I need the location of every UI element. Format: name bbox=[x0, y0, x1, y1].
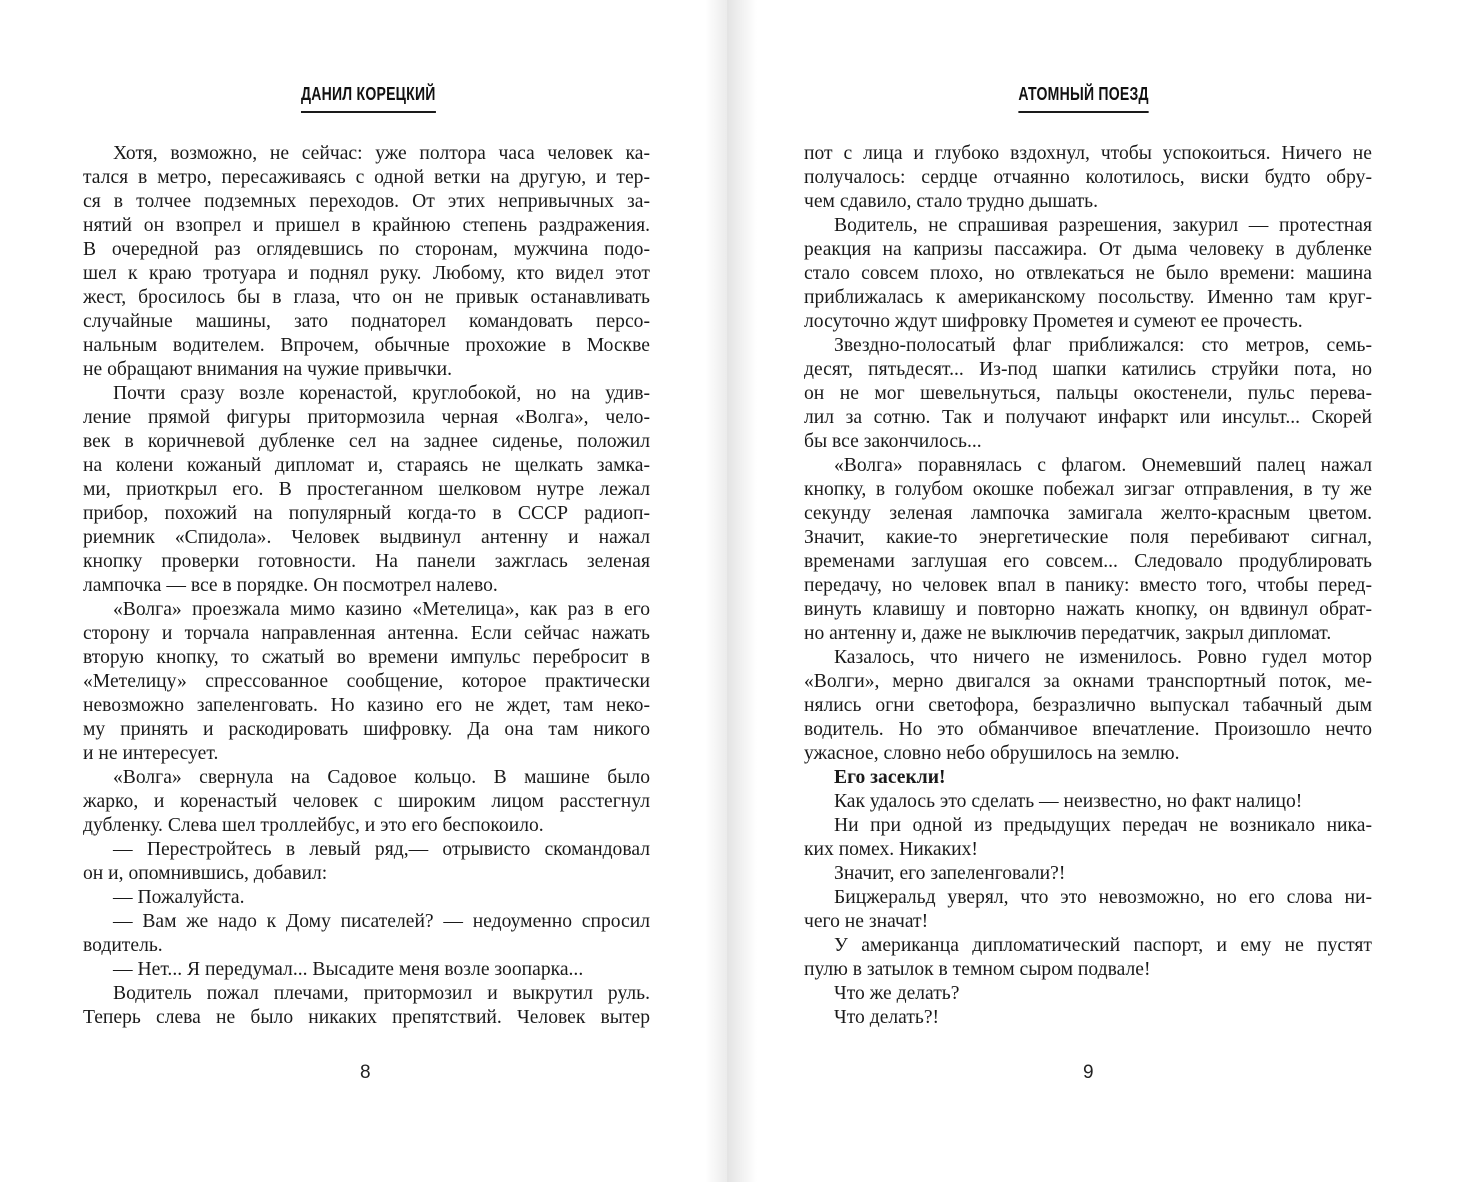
text-line: Водитель, не спрашивая разрешения, закурил — протестная bbox=[834, 215, 1372, 236]
running-head-title: АТОМНЫЙ ПОЕЗД bbox=[1018, 84, 1148, 113]
text-line: век в коричневой дубленке сел на заднее сиденье, положил bbox=[83, 431, 650, 452]
text-line: чего не значат! bbox=[804, 911, 929, 932]
body-text bbox=[804, 142, 1372, 1030]
text-line: — Нет... Я передумал... Высадите меня возле зоопарка... bbox=[113, 959, 584, 980]
gutter-shadow bbox=[705, 0, 727, 1182]
text-line: дубленку. Слева шел троллейбус, и это его беспокоило. bbox=[83, 815, 544, 836]
text-line: он не мог шевельнуться, пальцы окостенели, пульс перева- bbox=[804, 383, 1372, 404]
text-line: пот с лица и глубоко вздохнул, чтобы успокоиться. Ничего не bbox=[804, 143, 1372, 164]
text-line: «Волги», мерно двигался за окнами транспортный поток, ме- bbox=[804, 671, 1372, 692]
text-line: сторону и торчала направленная антенна. Если сейчас нажать bbox=[83, 623, 650, 644]
text-line: чем сдавило, стало трудно дышать. bbox=[804, 191, 1099, 212]
text-line: лосуточно ждут шифровку Прометея и сумеют ее прочесть. bbox=[804, 311, 1303, 332]
text-line: ся в толчее подземных переходов. От этих непривычных за- bbox=[83, 191, 650, 212]
text-line: водитель. Но это обманчивое впечатление. Произошло нечто bbox=[804, 719, 1372, 740]
right-page bbox=[727, 0, 1469, 1182]
text-line: временами заглушая его совсем... Следовало продублировать bbox=[804, 551, 1372, 572]
text-line: риемник «Спидола». Человек выдвинул антенну и нажал bbox=[83, 527, 650, 548]
text-line: ми, приоткрыл его. В простеганном шелковом нутре лежал bbox=[83, 479, 650, 500]
text-line: Почти сразу возле коренастой, круглобокой, но на удив- bbox=[113, 383, 650, 404]
text-line: Водитель пожал плечами, притормозил и выкрутил руль. bbox=[113, 983, 650, 1004]
text-line: Как удалось это сделать — неизвестно, но факт налицо! bbox=[834, 791, 1303, 812]
text-line: реакция на капризы пассажира. От дыма человеку в дубленке bbox=[804, 239, 1372, 260]
text-line: ких помех. Никаких! bbox=[804, 839, 978, 860]
text-line: лил за сотню. Так и получают инфаркт или инсульт... Скорей bbox=[804, 407, 1372, 428]
text-line: кнопку проверки готовности. На панели зажглась зеленая bbox=[83, 551, 650, 572]
text-line: секунду зеленая лампочка замигала желто-красным цветом. bbox=[804, 503, 1372, 524]
text-line: «Метелицу» спрессованное сообщение, которое практически bbox=[83, 671, 650, 692]
text-line: стало совсем плохо, но отвлекаться не было времени: машина bbox=[804, 263, 1372, 284]
text-line: Хотя, возможно, не сейчас: уже полтора часа человек ка- bbox=[113, 143, 650, 164]
gutter-shadow bbox=[727, 0, 757, 1182]
body-text bbox=[83, 142, 650, 1030]
text-line: «Волга» проезжала мимо казино «Метелица», как раз в его bbox=[113, 599, 650, 620]
text-line: В очередной раз оглядевшись по сторонам, мужчина подо- bbox=[83, 239, 650, 260]
text-line: на колени кожаный дипломат и, стараясь не щелкать замка- bbox=[83, 455, 650, 476]
text-line: Что же делать? bbox=[834, 983, 960, 1004]
text-line: — Перестройтесь в левый ряд,— отрывисто скомандовал bbox=[113, 839, 650, 860]
left-page bbox=[0, 0, 727, 1182]
text-line: Что делать?! bbox=[834, 1007, 940, 1028]
text-line: Его засекли! bbox=[834, 767, 946, 788]
text-line: нальным водителем. Впрочем, обычные прохожие в Москве bbox=[83, 335, 650, 356]
text-line: и не интересует. bbox=[83, 743, 219, 764]
running-head-author: ДАНИЛ КОРЕЦКИЙ bbox=[301, 84, 436, 113]
page-number: 8 bbox=[360, 1062, 371, 1083]
text-line: нятий он взопрел и пришел в крайнюю степень раздражения. bbox=[83, 215, 650, 236]
text-line: Ни при одной из предыдущих передач не возникало ника- bbox=[834, 815, 1372, 836]
text-line: он и, опомнившись, добавил: bbox=[83, 863, 328, 884]
text-line: му принять и раскодировать шифровку. Да она там никого bbox=[83, 719, 650, 740]
text-line: жарко, и коренастый человек с широким лицом расстегнул bbox=[83, 791, 650, 812]
text-line: тался в метро, пересаживаясь с одной ветки на другую, и тер- bbox=[83, 167, 650, 188]
text-line: но антенну и, даже не выключив передатчик, закрыл дипломат. bbox=[804, 623, 1332, 644]
text-line: шел к краю тротуара и поднял руку. Любому, кто видел этот bbox=[83, 263, 650, 284]
text-line: бы все закончилось... bbox=[804, 431, 982, 452]
text-line: пулю в затылок в темном сыром подвале! bbox=[804, 959, 1151, 980]
text-line: — Вам же надо к Дому писателей? — недоуменно спросил bbox=[113, 911, 650, 932]
text-line: винуть клавишу и повторно нажать кнопку, он вдвинул обрат- bbox=[804, 599, 1372, 620]
text-line: лампочка — все в порядке. Он посмотрел налево. bbox=[83, 575, 498, 596]
text-line: «Волга» свернула на Садовое кольцо. В машине было bbox=[113, 767, 650, 788]
text-line: У американца дипломатический паспорт, и ему не пустят bbox=[834, 935, 1372, 956]
text-line: передачу, но человек впал в панику: вместо того, чтобы перед- bbox=[804, 575, 1372, 596]
text-line: Казалось, что ничего не изменилось. Ровно гудел мотор bbox=[834, 647, 1372, 668]
page-number: 9 bbox=[1083, 1062, 1094, 1083]
text-line: Звездно-полосатый флаг приближался: сто метров, семь- bbox=[834, 335, 1372, 356]
text-line: случайные машины, зато поднаторел командовать персо- bbox=[83, 311, 650, 332]
text-line: «Волга» поравнялась с флагом. Онемевший палец нажал bbox=[834, 455, 1372, 476]
text-line: Бицжеральд уверял, что это невозможно, но его слова ни- bbox=[834, 887, 1372, 908]
text-line: Значит, какие-то энергетические поля перебивают сигнал, bbox=[804, 527, 1372, 548]
text-line: Теперь слева не было никаких препятствий. Человек вытер bbox=[83, 1007, 650, 1028]
text-line: ужасное, словно небо обрушилось на землю. bbox=[804, 743, 1180, 764]
text-line: водитель. bbox=[83, 935, 163, 956]
text-line: вторую кнопку, то сжатый во времени импульс перебросит в bbox=[83, 647, 650, 668]
text-line: не обращают внимания на чужие привычки. bbox=[83, 359, 453, 380]
text-line: невозможно запеленговать. Но казино его не ждет, там неко- bbox=[83, 695, 650, 716]
text-line: приближалась к американскому посольству. Именно там круг- bbox=[804, 287, 1372, 308]
text-line: ление прямой фигуры притормозила черная «Волга», чело- bbox=[83, 407, 650, 428]
text-line: Значит, его запеленговали?! bbox=[834, 863, 1066, 884]
text-line: кнопку, в голубом окошке побежал зигзаг отправления, в ту же bbox=[804, 479, 1372, 500]
text-line: нялись огни светофора, безразлично выпускал табачный дым bbox=[804, 695, 1372, 716]
text-line: десят, пятьдесят... Из-под шапки катились струйки пота, но bbox=[804, 359, 1372, 380]
text-line: — Пожалуйста. bbox=[113, 887, 245, 908]
text-line: прибор, похожий на популярный когда-то в СССР радиоп- bbox=[83, 503, 650, 524]
text-line: жест, бросилось бы в глаза, что он не привык останавливать bbox=[83, 287, 650, 308]
text-line: получалось: сердце отчаянно колотилось, виски будто обру- bbox=[804, 167, 1372, 188]
